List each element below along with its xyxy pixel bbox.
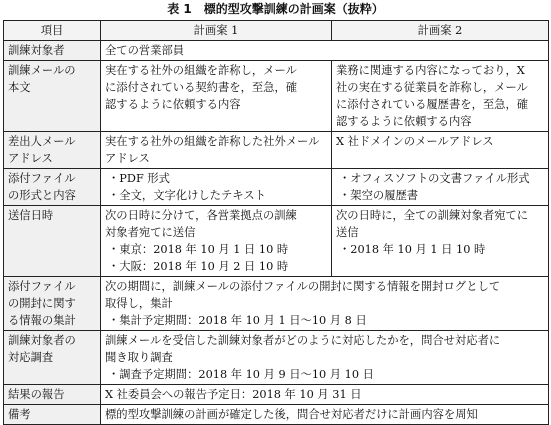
cell-line: 実在する社外の組織を詐称し，メール (105, 64, 297, 77)
row-notes (4, 405, 549, 425)
row-survey (4, 331, 549, 385)
row-label-target (4, 41, 101, 61)
row-label-send-date (4, 206, 101, 277)
cell-line: X 社ドメインのメールアドレス (336, 135, 494, 148)
cell-line: 全ての営業部員 (105, 44, 185, 57)
cell-line: 次の日時に分けて，各営業拠点の訓練 (105, 209, 297, 222)
cell-line: に添付されている契約書を，至急，確 (105, 81, 298, 94)
table-caption: 表 1 標的型攻撃訓練の計画案（抜粋） (167, 2, 384, 16)
row-label-open-info (4, 277, 101, 331)
cell-sender-plan2 (332, 132, 549, 169)
cell-line: 聞き取り調査 (105, 351, 173, 364)
cell-line: 認するように依頼する内容 (336, 115, 472, 128)
cell-line: 次の期間に，訓練メールの添付ファイルの開封に関する情報を開封ログとして (105, 280, 501, 293)
label-line: アドレス (8, 152, 53, 165)
plan-table (3, 20, 549, 425)
cell-line: ・調査予定期間：2018 年 10 月 9 日～10 月 10 日 (108, 368, 374, 381)
row-label-sender (4, 132, 101, 169)
cell-line: ・東京：2018 年 10 月 1 日 10 時 (108, 243, 289, 256)
row-body (4, 61, 549, 132)
cell-survey-shared (101, 331, 549, 385)
cell-send-date-plan1 (101, 206, 332, 277)
cell-line: ・2018 年 10 月 1 日 10 時 (339, 243, 486, 256)
cell-body-plan1 (101, 61, 332, 132)
cell-line: ・全文，文字化けしたテキスト (108, 189, 266, 202)
cell-attachment-plan1 (101, 169, 332, 206)
cell-notes-shared (101, 405, 549, 425)
label-line: 結果の報告 (8, 388, 65, 401)
cell-send-date-plan2 (332, 206, 549, 277)
cell-body-plan2 (332, 61, 549, 132)
cell-attachment-plan2 (332, 169, 549, 206)
label-line: 備考 (8, 408, 31, 421)
label-line: 差出人メール (8, 135, 76, 148)
cell-open-info-shared (101, 277, 549, 331)
cell-line: に添付されている履歴書を，至急，確 (336, 98, 529, 111)
cell-target-shared (101, 41, 549, 61)
row-label-report (4, 385, 101, 405)
row-sender (4, 132, 549, 169)
cell-line: X 社委員会への報告予定日：2018 年 10 月 31 日 (105, 388, 362, 401)
cell-line: 訓練メールを受信した訓練対象者がどのように対応したかを，問合せ対応者に (105, 334, 501, 347)
label-line: 対応調査 (8, 351, 54, 364)
cell-line: 標的型攻撃訓練の計画が確定した後，問合せ対応者だけに計画内容を周知 (105, 408, 478, 421)
cell-line: アドレス (105, 152, 150, 165)
cell-line: 社の実在する従業員を詐称し，メール (336, 81, 528, 94)
cell-line: 業務に関連する内容になっており，X (336, 64, 525, 77)
row-label-attachment (4, 169, 101, 206)
cell-line: 取得し，集計 (105, 297, 173, 310)
cell-line: 対象者宛てに送信 (105, 226, 196, 239)
row-target (4, 41, 549, 61)
cell-line: 認するように依頼する内容 (105, 98, 241, 111)
row-send-date (4, 206, 549, 277)
label-line: の開封に関す (8, 297, 76, 310)
cell-line: 実在する社外の組織を詐称した社外メール (105, 135, 320, 148)
label-line: 訓練対象者の (8, 334, 76, 347)
cell-line: 送信 (336, 226, 359, 239)
label-line: 訓練メールの (8, 64, 76, 77)
label-line: の形式と内容 (8, 189, 76, 202)
cell-line: ・架空の履歴書 (339, 189, 419, 202)
label-line: 添付ファイル (8, 280, 76, 293)
label-line: 訓練対象者 (8, 44, 65, 57)
row-label-body (4, 61, 101, 132)
cell-report-shared (101, 385, 549, 405)
header-plan1: 計画案 1 (101, 21, 332, 41)
cell-sender-plan1 (101, 132, 332, 169)
label-line: 送信日時 (8, 209, 54, 222)
row-label-notes (4, 405, 101, 425)
label-line: 添付ファイル (8, 172, 76, 185)
row-open-info (4, 277, 549, 331)
cell-line: ・大阪：2018 年 10 月 2 日 10 時 (108, 260, 289, 273)
row-report (4, 385, 549, 405)
table-header-row (4, 21, 549, 41)
label-line: 本文 (8, 81, 31, 94)
header-item: 項目 (4, 21, 101, 41)
header-plan2: 計画案 2 (332, 21, 549, 41)
cell-line: 次の日時に，全ての訓練対象者宛てに (336, 209, 529, 222)
row-attachment (4, 169, 549, 206)
cell-line: ・集計予定期間：2018 年 10 月 1 日～10 月 8 日 (108, 314, 367, 327)
cell-line: ・オフィスソフトの文書ファイル形式 (339, 172, 530, 185)
cell-line: ・PDF 形式 (108, 172, 170, 185)
row-label-survey (4, 331, 101, 385)
label-line: る情報の集計 (8, 314, 76, 327)
